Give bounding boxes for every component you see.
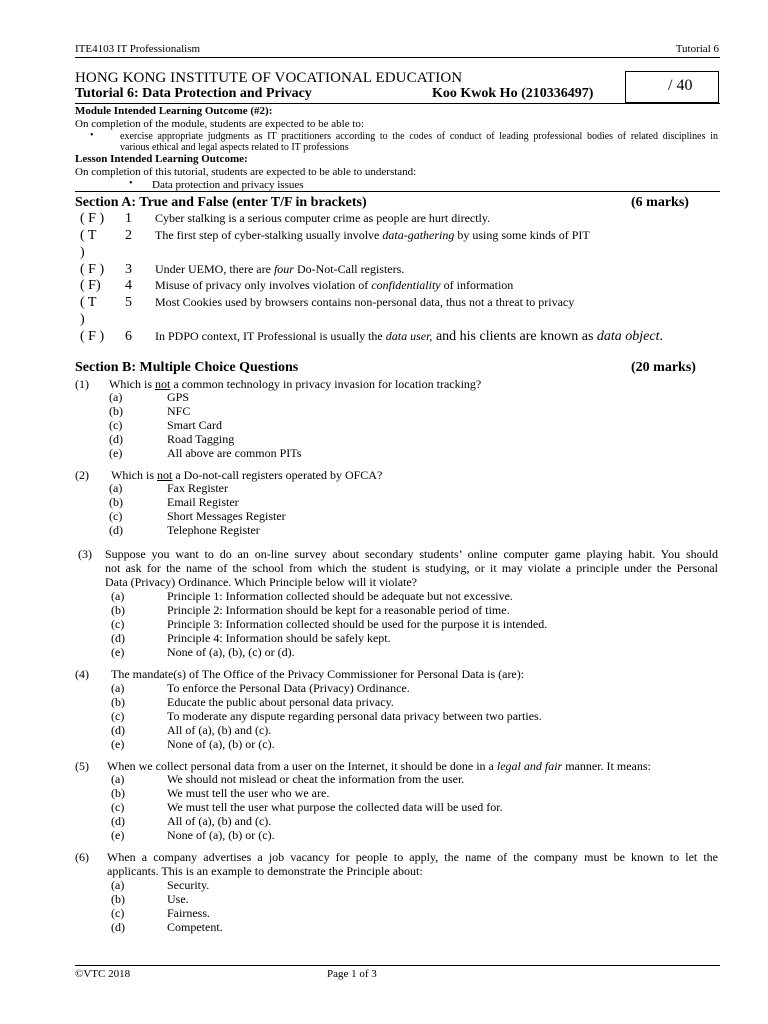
tf-statement: Cyber stalking is a serious computer crime as people are hurt directly. — [155, 211, 491, 225]
question-stem-line1: Suppose you want to do an on-line survey about secondary students’ online computer game playing habit. You should — [105, 547, 718, 561]
institute-name: HONG KONG INSTITUTE OF VOCATIONAL EDUCATION — [75, 70, 463, 86]
footer-page-number: Page 1 of 3 — [327, 968, 377, 980]
running-header-tutorial: Tutorial 6 — [675, 43, 719, 55]
option-text[interactable]: Fairness. — [167, 906, 210, 920]
section-a-title: Section A: True and False (enter T/F in brackets) — [75, 195, 367, 210]
question-stem: The mandate(s) of The Office of the Privacy Commissioner for Personal Data is (are): — [111, 667, 525, 681]
question-number: (5) — [75, 759, 89, 773]
tf-number: 5 — [125, 295, 132, 310]
question-number: (6) — [75, 850, 89, 864]
option-letter: (d) — [111, 920, 125, 934]
tf-text-part: Misuse of privacy only involves violation of — [155, 278, 372, 292]
tf-number: 4 — [125, 278, 132, 293]
question-number: (4) — [75, 667, 89, 681]
tf-text-part: by using some kinds of PIT — [454, 228, 590, 242]
option-letter: (a) — [111, 681, 125, 695]
option-letter: (c) — [111, 906, 125, 920]
header-rule — [75, 57, 720, 58]
lesson-outcome-bullet: Data protection and privacy issues — [152, 179, 304, 191]
tf-statement — [155, 228, 590, 243]
tf-emphasis: data-gathering — [382, 228, 455, 242]
tf-text-part: and his clients are known as — [432, 329, 597, 344]
option-letter: (c) — [111, 709, 125, 723]
tf-answer[interactable]: ( T — [80, 228, 97, 243]
option-text[interactable]: Security. — [167, 878, 210, 892]
option-letter: (b) — [111, 695, 125, 709]
option-letter: (c) — [109, 509, 123, 523]
option-text[interactable]: All of (a), (b) and (c). — [167, 814, 272, 828]
tf-text-part: . — [659, 329, 664, 344]
module-outcome-bullet-line1: exercise appropriate judgments as IT practitioners according to the codes of conduct of leading professional bodies of related disciplines in — [120, 131, 718, 142]
title-rule — [75, 103, 720, 104]
tutorial-title: Tutorial 6: Data Protection and Privacy — [75, 86, 312, 101]
question-number: (3) — [78, 547, 92, 561]
section-a-marks: (6 marks) — [631, 195, 689, 210]
option-text[interactable]: We should not mislead or cheat the information from the user. — [167, 772, 465, 786]
tf-emphasis: data object — [596, 329, 660, 344]
option-letter: (b) — [111, 892, 125, 906]
tf-text-part: Under UEMO, there are — [155, 262, 274, 276]
question-number: (2) — [75, 468, 89, 482]
option-letter: (e) — [109, 446, 123, 460]
section-b-marks: (20 marks) — [631, 360, 696, 375]
option-letter: (a) — [109, 481, 123, 495]
option-text[interactable]: NFC — [167, 404, 191, 418]
tf-number: 1 — [125, 211, 132, 226]
tf-answer-close: ) — [80, 312, 85, 327]
option-letter: (b) — [111, 786, 125, 800]
option-text[interactable]: Use. — [167, 892, 189, 906]
option-letter: (d) — [109, 523, 123, 537]
question-number: (1) — [75, 377, 89, 391]
option-text[interactable]: Principle 3: Information collected should be used for the purpose it is intended. — [167, 617, 548, 631]
option-text[interactable]: Email Register — [167, 495, 239, 509]
tf-emphasis: confidentiality — [371, 278, 441, 292]
section-b-title: Section B: Multiple Choice Questions — [75, 360, 299, 375]
tf-answer-close: ) — [80, 245, 85, 260]
tf-emphasis: data user, — [385, 329, 433, 343]
module-outcome-heading: Module Intended Learning Outcome (#2): — [75, 105, 273, 117]
option-letter: (c) — [109, 418, 123, 432]
option-text[interactable]: To moderate any dispute regarding personal data privacy between two parties. — [167, 709, 542, 723]
stem-underline: not — [157, 468, 173, 482]
option-text[interactable]: Telephone Register — [167, 523, 260, 537]
option-letter: (d) — [111, 723, 125, 737]
option-text[interactable]: To enforce the Personal Data (Privacy) Ordinance. — [167, 681, 410, 695]
option-text[interactable]: Fax Register — [167, 481, 228, 495]
tf-number: 6 — [125, 329, 132, 344]
option-text[interactable]: Principle 4: Information should be safely kept. — [167, 631, 391, 645]
option-text[interactable]: All above are common PITs — [167, 446, 302, 460]
tf-answer[interactable]: ( F ) — [80, 262, 105, 277]
module-outcome-bullet-line2: various ethical and legal aspects related to IT professions — [120, 142, 349, 153]
stem-emphasis: legal and fair — [496, 759, 563, 773]
option-text[interactable]: Competent. — [167, 920, 223, 934]
lesson-outcome-heading: Lesson Intended Learning Outcome: — [75, 153, 248, 165]
question-stem-line3: Data (Privacy) Ordinance. Which Principle below will it violate? — [105, 575, 418, 589]
tf-number: 3 — [125, 262, 132, 277]
option-letter: (a) — [111, 878, 125, 892]
stem-part: Which is — [111, 468, 157, 482]
tf-emphasis: four — [273, 262, 294, 276]
option-text[interactable]: None of (a), (b) or (c). — [167, 828, 275, 842]
tf-answer[interactable]: ( F ) — [80, 329, 105, 344]
option-text[interactable]: Principle 1: Information collected should be adequate but not excessive. — [167, 589, 513, 603]
tf-text-part: In PDPO context, IT Professional is usually the — [155, 329, 386, 343]
stem-part: a Do-not-call registers operated by OFCA? — [172, 468, 383, 482]
option-letter: (b) — [109, 495, 123, 509]
option-text[interactable]: Principle 2: Information should be kept for a reasonable period of time. — [167, 603, 510, 617]
option-letter: (c) — [111, 800, 125, 814]
bullet-icon: • — [90, 130, 94, 141]
option-text[interactable]: We must tell the user who we are. — [167, 786, 330, 800]
outcome-rule — [75, 191, 720, 192]
tf-answer[interactable]: ( F) — [80, 278, 101, 293]
option-text[interactable]: Smart Card — [167, 418, 222, 432]
stem-part: When we collect personal data from a user on the Internet, it should be done in a — [107, 759, 497, 773]
option-text[interactable]: Educate the public about personal data privacy. — [167, 695, 394, 709]
question-stem-line1: When a company advertises a job vacancy for people to apply, the name of the company must be known to let the — [107, 850, 718, 864]
option-letter: (b) — [111, 603, 125, 617]
tf-text-part: The first step of cyber-stalking usually involve — [155, 228, 383, 242]
stem-part: Which is — [109, 377, 155, 391]
option-letter: (a) — [111, 589, 125, 603]
option-letter: (e) — [111, 645, 125, 659]
question-stem — [111, 468, 382, 482]
option-letter: (d) — [111, 814, 125, 828]
tf-answer[interactable]: ( T — [80, 295, 97, 310]
question-stem-line2: applicants. This is an example to demonstrate the Principle about: — [107, 864, 423, 878]
option-text[interactable]: None of (a), (b), (c) or (d). — [167, 645, 295, 659]
lesson-outcome-intro: On completion of this tutorial, students are expected to be able to understand: — [75, 166, 417, 178]
tf-statement — [155, 329, 663, 345]
tf-answer[interactable]: ( F ) — [80, 211, 105, 226]
option-text[interactable]: GPS — [167, 390, 190, 404]
footer-rule — [75, 965, 720, 966]
tf-statement: Most Cookies used by browsers contains non-personal data, thus not a threat to privacy — [155, 295, 575, 309]
question-stem — [107, 759, 651, 773]
option-letter: (a) — [109, 390, 123, 404]
option-text[interactable]: All of (a), (b) and (c). — [167, 723, 272, 737]
tf-text-part: of information — [440, 278, 514, 292]
question-stem-line2: not ask for the name of the school from which the student is studying, or it may violate a principle under the Personal — [105, 561, 718, 575]
stem-underline: not — [155, 377, 171, 391]
option-letter: (e) — [111, 737, 125, 751]
footer-copyright: ©VTC 2018 — [75, 968, 131, 980]
option-letter: (e) — [111, 828, 125, 842]
option-letter: (d) — [111, 631, 125, 645]
tf-statement — [155, 262, 404, 277]
option-text[interactable]: We must tell the user what purpose the collected data will be used for. — [167, 800, 503, 814]
option-letter: (d) — [109, 432, 123, 446]
score-text: / 40 — [668, 77, 693, 94]
tf-text-part: Do-Not-Call registers. — [293, 262, 405, 276]
question-stem — [109, 377, 481, 391]
tf-number: 2 — [125, 228, 132, 243]
option-letter: (c) — [111, 617, 125, 631]
option-letter: (b) — [109, 404, 123, 418]
tf-statement — [155, 278, 513, 293]
option-text[interactable]: Short Messages Register — [167, 509, 286, 523]
option-text[interactable]: None of (a), (b) or (c). — [167, 737, 275, 751]
running-header-course: ITE4103 IT Professionalism — [75, 43, 201, 55]
bullet-icon: • — [129, 178, 133, 189]
stem-part: a common technology in privacy invasion for location tracking? — [170, 377, 482, 391]
stem-part: manner. It means: — [562, 759, 651, 773]
student-name: Koo Kwok Ho (210336497) — [432, 86, 594, 101]
option-text[interactable]: Road Tagging — [167, 432, 235, 446]
option-letter: (a) — [111, 772, 125, 786]
module-outcome-intro: On completion of the module, students are expected to be able to: — [75, 118, 364, 130]
